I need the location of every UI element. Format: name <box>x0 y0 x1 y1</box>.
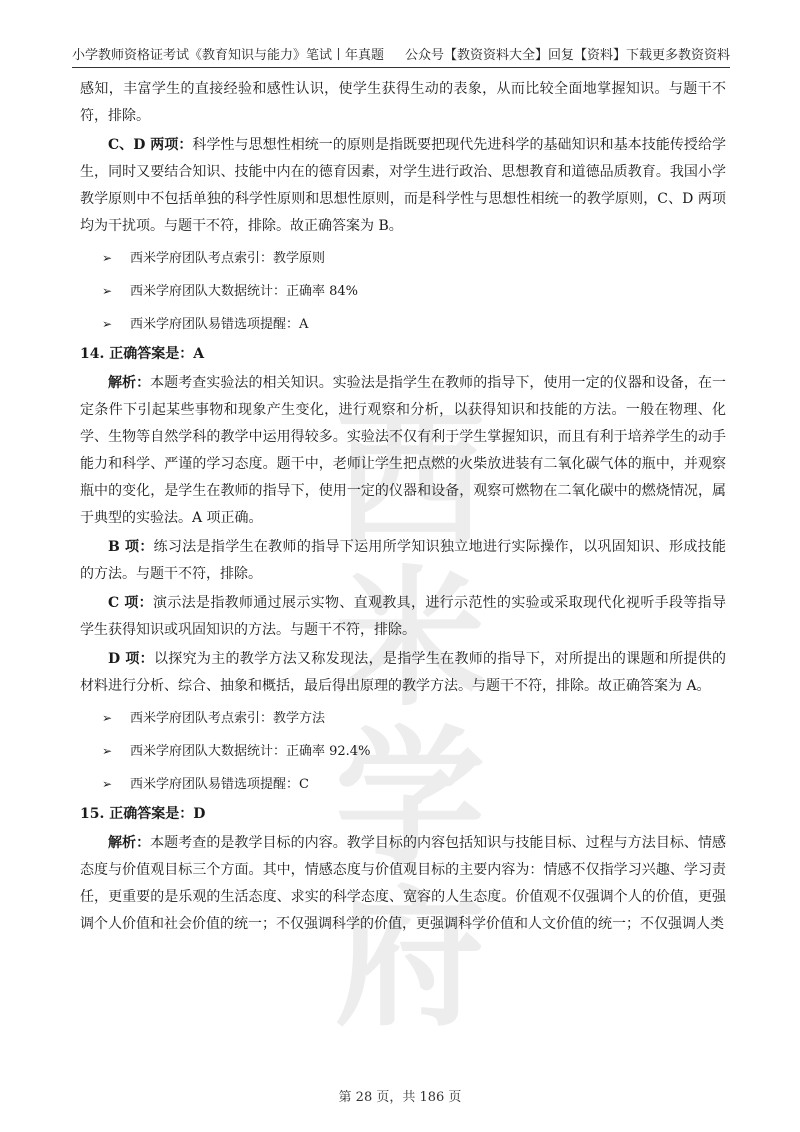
bullet-list-13 <box>80 242 726 341</box>
arrow-icon: ➢ <box>102 777 113 791</box>
list-item: ➢ 西米学府团队大数据统计：正确率 84% <box>80 275 726 308</box>
arrow-icon: ➢ <box>102 317 113 331</box>
q14-option-b: B 项：练习法是指学生在教师的指导下运用所学知识独立地进行实际操作，以巩固知识、形成技能的方法。与题干不符，排除。 <box>80 539 726 582</box>
q14-option-c: C 项：演示法是指教师通过展示实物、直观教具，进行示范性的实验或采取现代化视听手段等指导学生获得知识或巩固知识的方法。与题干不符，排除。 <box>80 595 726 638</box>
list-item: ➢ 西米学府团队考点索引：教学方法 <box>80 702 726 735</box>
bullet-list-14 <box>80 702 726 801</box>
question-14-title: 14. 正确答案是：A <box>80 346 205 362</box>
page-header <box>72 42 730 68</box>
arrow-icon: ➢ <box>102 251 113 265</box>
list-item: ➢ 西米学府团队易错选项提醒：A <box>80 308 726 341</box>
question-15-title: 15. 正确答案是：D <box>80 806 206 822</box>
arrow-icon: ➢ <box>102 284 113 298</box>
q14-option-d: D 项：以探究为主的教学方法又称发现法，是指学生在教师的指导下，对所提出的课题和所提供的材料进行分析、综合、抽象和概括，最后得出原理的教学方法。与题干不符，排除。故正确答案为 A。 <box>80 651 727 694</box>
list-item: ➢ 西米学府团队大数据统计：正确率 92.4% <box>80 735 726 768</box>
arrow-icon: ➢ <box>102 711 113 725</box>
cd-paragraph <box>80 132 726 240</box>
intro-paragraph: 感知，丰富学生的直接经验和感性认识，使学生获得生动的表象，从而比较全面地掌握知识。与题干不符，排除。 <box>80 81 726 124</box>
watermark-text: 西米学府 <box>334 393 485 1047</box>
header-title: 小学教师资格证考试《教育知识与能力》笔试丨年真题 <box>72 48 385 63</box>
header-promo: 公众号【教资资料大全】回复【资料】下载更多教资资料 <box>404 48 730 63</box>
list-item: ➢ 西米学府团队易错选项提醒：C <box>80 768 726 801</box>
list-item: ➢ 西米学府团队考点索引：教学原则 <box>80 242 726 275</box>
arrow-icon: ➢ <box>102 744 113 758</box>
page-content <box>80 76 726 940</box>
cd-label: C、D 两项： <box>108 137 193 153</box>
q15-analysis: 解析：本题考查的是教学目标的内容。教学目标的内容包括知识与技能目标、过程与方法目标、情感态度与价值观目标三个方面。其中，情感态度与价值观目标的主要内容为：情感不仅指学习兴趣、学习责任，更重要的是乐观的生活态度、求实的科学态度、宽容的人生态度。价值观不仅强调个人的价值，更强调个人价值和社会价值的统一；不仅强调科学的价值，更强调科学价值和人文价值的统一；不仅强调人类 <box>80 835 726 932</box>
cd-text: 科学性与思想性相统一的原则是指既要把现代先进科学的基础知识和基本技能传授给学生，同时又要结合知识、技能中内在的德育因素，对学生进行政治、思想教育和道德品质教育。我国小学教学原则中不包括单独的科学性原则和思想性原则，而是科学性与思想性相统一的教学原则，C、D 两项均为干扰项。与题干不符，排除。故正确答案为 B。 <box>80 137 726 234</box>
q14-analysis: 解析：本题考查实验法的相关知识。实验法是指学生在教师的指导下，使用一定的仪器和设备，在一定条件下引起某些事物和现象产生变化，进行观察和分析，以获得知识和技能的方法。一般在物理、化学、生物等自然学科的教学中运用得较多。实验法不仅有利于学生掌握知识，而且有利于培养学生的动手能力和科学、严谨的学习态度。题干中，老师让学生把点燃的火柴放进装有二氧化碳气体的瓶中，并观察瓶中的变化，是学生在教师的指导下，使用一定的仪器和设备，观察可燃物在二氧化碳中的燃烧情况，属于典型的实验法。A 项正确。 <box>80 375 726 526</box>
page-number: 第 28 页，共 186 页 <box>338 1090 462 1105</box>
